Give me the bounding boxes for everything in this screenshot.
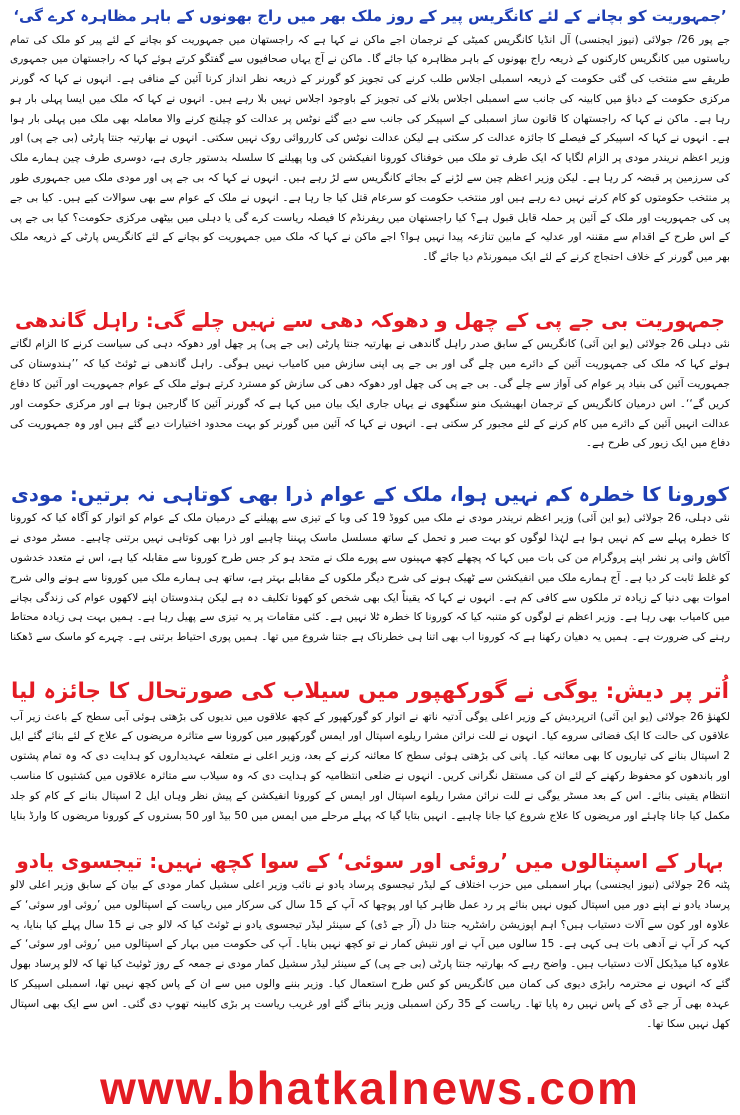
headline-modi-corona: کورونا کا خطرہ کم نہیں ہوا، ملک کے عوام ذرا بھی کوتاہی نہ برتیں: مودی <box>11 483 729 506</box>
article-congress-protest <box>10 0 730 304</box>
headline-yogi-flood: اُتر پر دیش: یوگی نے گورکھپور میں سیلاب کی صورتحال کا جائزہ لیا <box>11 679 729 704</box>
article-modi-corona <box>10 478 730 666</box>
article-body-rahul-gandhi: نئی دہلی 26 جولائی (یو این آئی) کانگریس کے سابق صدر راہل گاندھی نے بھارتیہ جنتا پارٹی (بی جے پی) پر چھل اور دھوکہ دہی کی سیاست کرنے کا الزام لگاتے ہوئے کہا کہ ملک کی جمہوریت آئین کے دائرے میں چلے گی اور بی جے پی اپنی سازش میں کامیاب نہیں ہوگی۔ راہل گاندھی نے ٹوئٹ کیا کہ ’’ہندوستان کی جمہوریت آئین کی بنیاد پر عوام کی آواز سے چلے گی۔ بی جے پی کی چھل اور دھوکہ دھی کی سازش کو مسترد کرتے ہوئے ملک کے عوام جمہوریت اور آئین کا دفاع کریں گے‘‘۔ اس درمیان کانگریس کے ترجمان ابھیشیک منو سنگھوی نے یہاں جاری ایک بیان میں کہا ہے کہ گورنر آئین کا گارجین ہوتا ہے اور مرکزی حکومت اور عدالت انہیں آئین کے دائرے میں کام کرنے کے لئے مجبور کر سکتی ہے۔ انہوں نے کہا کہ آئین میں گورنر کو بہت محدود اختیارات دیے گئے ہیں اور وہ جمہوریت کی دفاع میں ایک زیور کی طرح ہے۔ <box>10 338 730 450</box>
article-body-tejashwi-yadav: پٹنہ 26 جولائی (نیوز ایجنسی) بہار اسمبلی میں حزب اختلاف کے لیڈر تیجسوی پرساد یادو نے نائب وزیر اعلی سشیل کمار مودی کے بیان کے سابق وزیر اعلی لالو پرساد یادو نے اپنے دور میں اسپتال کیوں نہیں بنائے پر رد عمل ظاہر کیا اور پوچھا کہ آپ کے 15 سال کی سرکار میں ریاست کے اسپتالوں میں ’روئی اور سوئی‘ کے علاوہ اور کون سے آلات دستیاب ہیں؟ اہم اپوزیشن راشٹریہ جنتا دل (آر جے ڈی) کے سینئر لیڈر تیجسوی یادو نے ٹوئٹ کیا کہ لالو جی نے 15 سال پہلے کیا بنایا، یہ کہہ کر آپ نے آدھی بات ہی کہی ہے۔ 15 سالوں میں آپ نے اور نتیش کمار نے تو کچھ نہیں بنایا۔ آپ کی حکومت میں بہار کے اسپتالوں میں ’روئی اور سوئی‘ کے علاوہ کیا میڈیکل آلات دستیاب ہیں۔ واضح رہے کہ بھارتیہ جنتا پارٹی (بی جے پی) کے سینئر لیڈر سشیل کمار مودی نے جمعہ کے روز ٹوئیٹ کیا تھا کہ لالو پرساد بھول گئے کہ انہوں نے محترمہ رابڑی دیوی کی کمان میں کانگریس کو کس طرح استعمال کیا۔ وزیر بننے والوں میں سے ان کے پاس کچھ نہیں تھا، اسمبلی اسپیکر کا عہدہ بھی آر جے ڈی کے پاس نہیں رہ پایا تھا۔ ریاست کے 35 رکن اسمبلی وزیر بنائے گئے اور غریب ریاست پر بڑی کابینہ تھوپ دی گئی۔ اس سے ایک بھی اسپتال کھل نہیں سکا تھا۔ <box>10 879 730 1030</box>
article-body-congress-protest: جے پور 26/ جولائی (نیوز ایجنسی) آل انڈیا کانگریس کمیٹی کے ترجمان اجے ماکن نے کہا ہے کہ راجستھان میں جمہوریت کو بچانے کے لئے پیر کو ملک کی تمام ریاستوں میں کانگریس کارکنوں کے ذریعہ راج بھونوں کے باہر مظاہرہ کیا جائے گا۔ ماکن نے آج یہاں صحافیوں سے گفتگو کرتے ہوئے کہا کہ راجستھان میں جمہوری طریقے سے منتخب کی گئی حکومت کے ذریعہ اسمبلی اجلاس طلب کرنے کی تجویز کو گورنر کے ذریعہ نظر انداز کرنا آئین کے منافی ہے۔ انہوں نے کہا کہ گورنر مرکزی حکومت کے دباؤ میں کابینہ کی جانب سے اسمبلی اجلاس بلانے کی تجویز کے باوجود اجلاس نہیں بلا رہے ہیں۔ انہوں نے کہا کہ ملک میں ایسا پہلی بار ہو رہا ہے۔ ماکن نے کہا کہ راجستھان کا قانون ساز اسمبلی کے اسپیکر کی جانب سے دیے گئے نوٹس پر عدالت کو چیلنج کرنے والا معاملہ بھی ملک میں پہلی بار ہوا ہے۔ انہوں نے کہا کہ اسپیکر کے فیصلے کا جائزہ عدالت کر سکتی ہے لیکن عدالت نوٹس کی کارروائی روک نہیں سکتی۔ انہوں نے بھارتیہ جنتا پارٹی (بی جے پی) اور وزیر اعظم نریندر مودی پر الزام لگایا کہ ایک طرف تو ملک میں خوفناک کورونا انفیکشن کی وبا پھیلنے کا سلسلہ بدستور جاری ہے، دوسری طرف چین ہمارے ملک کی سرزمین پر قبضہ کر رہا ہے۔ لیکن وزیر اعظم چین سے لڑنے کے بجائے کانگریس سے لڑ رہے ہیں۔ انہوں نے کہا کہ بی جے پی اور مودی ملک میں جمہوری طور پر منتخب حکومتوں کو کام کرنے نہیں دے رہے ہیں اور منتخب حکومت کو سرعام قتل کیا جا رہا ہے۔ انہوں نے ملک کے عوام سے بھی سوالات کیے ہیں۔ کیا بی جے پی کی جمہوریت اور ملک کے آئین پر حملہ قابل قبول ہے؟ کیا راجستھان میں ریفرنڈم کا فیصلہ ریاست کرے گی یا دہلی میں بیٹھی مرکزی حکومت؟ کیا بی جے پی کے اس طرح کے اقدام سے مقننہ اور عدلیہ کے مابین تنازعہ پیدا نہیں ہوا؟ اجے ماکن نے کہا کہ ملک میں جمہوریت کو بچانے کے لئے کانگریس پارٹی کے ذریعہ ملک بھر میں گورنر کے خلاف احتجاج کرنے کے لئے ایک میمورنڈم دیا جائے گا۔ <box>10 33 730 264</box>
headline-rahul-gandhi: جمہوریت بی جے پی کے چھل و دھوکہ دھی سے نہیں چلے گی: راہل گاندھی <box>15 309 725 332</box>
article-yogi-flood <box>10 674 730 840</box>
site-url-footer: www.bhatkalnews.com <box>100 1062 640 1114</box>
article-body-yogi-flood: لکھنؤ 26 جولائی (یو این آئی) اترپردیش کے وزیر اعلی یوگی آدتیہ ناتھ نے اتوار کو گورکھپور کے کچھ علاقوں میں ندیوں کی بڑھتی ہوئی آبی سطح کے باعث زیر آب علاقوں کی حالت کا ایک فضائی سروے کیا۔ انہوں نے للت نرائن مشرا ریلوے اسپتال اور ایمس گورکھپور میں کورونا سے متاثرہ مریضوں کے علاج کے لئے بنائے گئے ایل 2 اسپتال بنانے کی تیاریوں کا بھی معائنہ کیا۔ پانی کی بڑھتی ہوئی سطح کا معائنہ کرنے کے بعد، وزیر اعلی نے متعلقہ عہدیداروں کو ہدایت دی کہ وہ تمام پشتوں اور باندھوں کو محفوظ رکھنے کے لئے ان کی مستقل نگرانی کریں۔ انہوں نے ضلعی انتظامیہ کو ہدایت دی کہ وہ سیلاب سے متاثرہ علاقوں میں کشتیوں کا مناسب انتظام یقینی بنائے۔ اس کے بعد مسٹر یوگی نے للت نرائن مشرا ریلوے اسپتال اور ایمس کے کورونا انفیکشن کے پیش نظر وہاں ایل 2 اسپتال بنانے کے کام کو جلد مکمل کیا جانا چاہئے اور مریضوں کا علاج شروع کیا جانا چاہیے۔ انہیں بتایا گیا کہ پہلے مرحلے میں ایمس میں 50 بیڈ اور 50 بستروں کے کورونا مریضوں کا وارڈ بنایا <box>10 710 730 822</box>
article-rahul-gandhi <box>10 304 730 472</box>
headline-tejashwi-yadav: بہار کے اسپتالوں میں ’روئی اور سوئی‘ کے سوا کچھ نہیں: تیجسوی یادو <box>16 849 724 873</box>
headline-congress-protest: ’جمہوریت کو بچانے کے لئے کانگریس پیر کے روز ملک بھر میں راج بھونوں کے باہر مظاہرہ کرے گی‘ <box>13 7 727 25</box>
article-body-modi-corona: نئی دہلی، 26 جولائی (یو این آئی) وزیر اعظم نریندر مودی نے ملک میں کووڈ 19 کی وبا کے تیزی سے پھیلنے کے درمیان ملک کے عوام کو اتوار کو آگاہ کیا کہ کورونا کا خطرہ پہلے سے کم نہیں ہوا ہے لہٰذا لوگوں کو بہت صبر و تحمل کے ساتھ مسلسل ماسک پہننا چاہیے اور ذرا بھی کوتاہی نہیں برتنی چاہیے۔ مسٹر مودی نے آکاش وانی پر نشر اپنے پروگرام من کی بات میں کہا کہ پچھلے کچھ مہینوں سے پورے ملک نے متحد ہو کر جس طرح کورونا سے مقابلہ کیا ہے، اس نے متعدد خدشوں کو غلط ثابت کر دیا ہے۔ آج ہمارے ملک میں انفیکشن سے ٹھیک ہونے کی شرح دیگر ملکوں کے مقابلے بہتر ہے، ساتھ ہی ہمارے ملک میں کورونا سے ہونے والی شرح اموات بھی دنیا کے زیادہ تر ملکوں سے کافی کم ہے۔ انہوں نے کہا کہ یقیناً ایک بھی شخص کو کھونا تکلیف دہ ہے لیکن ہندوستان اپنے لاکھوں عوام کی زندگی بچانے میں کامیاب بھی رہا ہے۔ وزیر اعظم نے لوگوں کو متنبہ کیا کہ کورونا کا خطرہ ٹلا نہیں ہے۔ کئی مقامات پر یہ تیزی سے پھیل رہا ہے۔ ہمیں بہت ہی زیادہ محتاط رہنے کی ضرورت ہے۔ ہمیں یہ دھیان رکھنا ہے کہ کورونا اب بھی اتنا ہی خطرناک ہے جتنا شروع میں تھا۔ ہمیں پوری احتیاط برتنی ہے۔ چہرے کو ماسک سے ڈھکنا <box>10 512 730 644</box>
article-tejashwi-yadav <box>10 844 730 1054</box>
